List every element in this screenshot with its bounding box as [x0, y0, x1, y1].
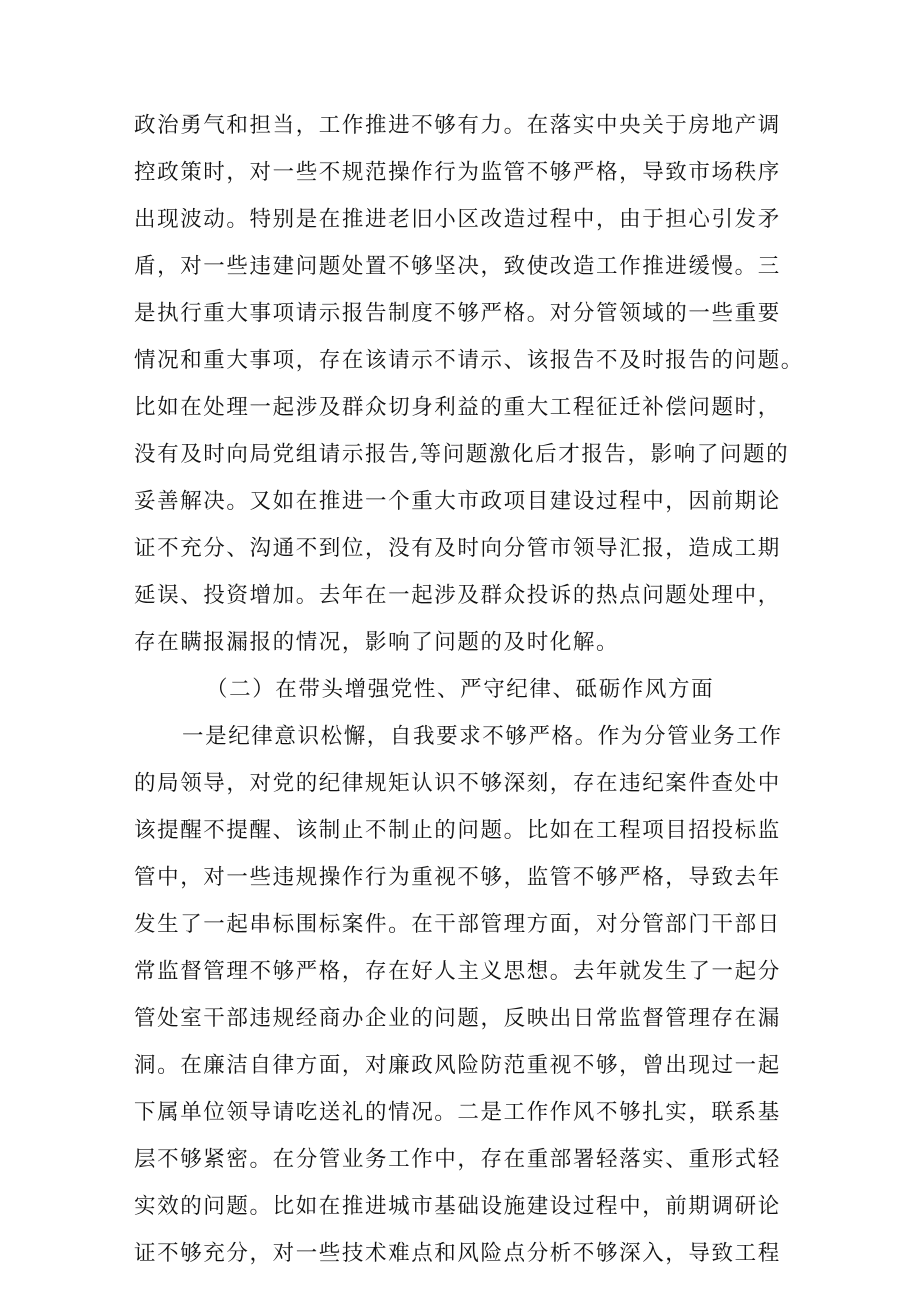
body-text-line: 比如在处理一起涉及群众切身利益的重大工程征迁补偿问题时，: [134, 395, 781, 420]
body-text-line: 证不够充分，对一些技术难点和风险点分析不够深入，导致工程: [134, 1241, 781, 1266]
body-text-line: 一是纪律意识松懈，自我要求不够严格。作为分管业务工作: [182, 724, 783, 749]
body-text-line: 控政策时，对一些不规范操作行为监管不够严格，导致市场秩序: [134, 160, 781, 185]
body-text-line: 妥善解决。又如在推进一个重大市政项目建设过程中，因前期论: [134, 489, 781, 514]
body-text-line: 实效的问题。比如在推进城市基础设施建设过程中，前期调研论: [134, 1194, 781, 1219]
body-text-line: 是执行重大事项请示报告制度不够严格。对分管领域的一些重要: [134, 301, 781, 326]
body-text-line: 的局领导，对党的纪律规矩认识不够深刻，存在违纪案件查处中: [134, 771, 781, 796]
body-text-line: 延误、投资增加。去年在一起涉及群众投诉的热点问题处理中，: [134, 583, 781, 608]
body-text-line: 常监督管理不够严格，存在好人主义思想。去年就发生了一起分: [134, 959, 781, 984]
body-text-line: 该提醒不提醒、该制止不制止的问题。比如在工程项目招投标监: [134, 818, 781, 843]
body-text-line: 洞。在廉洁自律方面，对廉政风险防范重视不够，曾出现过一起: [134, 1053, 781, 1078]
section-heading: （二）在带头增强党性、严守纪律、砥砺作风方面: [206, 677, 715, 702]
body-text-line: 出现波动。特别是在推进老旧小区改造过程中，由于担心引发矛: [134, 207, 781, 232]
body-text-line: 政治勇气和担当，工作推进不够有力。在落实中央关于房地产调: [134, 113, 781, 138]
body-text-line: 存在瞒报漏报的情况，影响了问题的及时化解。: [134, 630, 620, 655]
body-text-line: 发生了一起串标围标案件。在干部管理方面，对分管部门干部日: [134, 912, 781, 937]
body-text-line: 没有及时向局党组请示报告,等问题激化后才报告，影响了问题的: [134, 442, 790, 467]
body-text-line: 证不充分、沟通不到位，没有及时向分管市领导汇报，造成工期: [134, 536, 781, 561]
body-text-line: 管处室干部违规经商办企业的问题，反映出日常监督管理存在漏: [134, 1006, 781, 1031]
body-text-line: 情况和重大事项，存在该请示不请示、该报告不及时报告的问题。: [134, 348, 804, 373]
body-text-line: 下属单位领导请吃送礼的情况。二是工作作风不够扎实，联系基: [134, 1100, 781, 1125]
body-text-line: 层不够紧密。在分管业务工作中，存在重部署轻落实、重形式轻: [134, 1147, 781, 1172]
body-text-line: 盾，对一些违建问题处置不够坚决，致使改造工作推进缓慢。三: [134, 254, 781, 279]
body-text-line: 管中，对一些违规操作行为重视不够，监管不够严格，导致去年: [134, 865, 781, 890]
